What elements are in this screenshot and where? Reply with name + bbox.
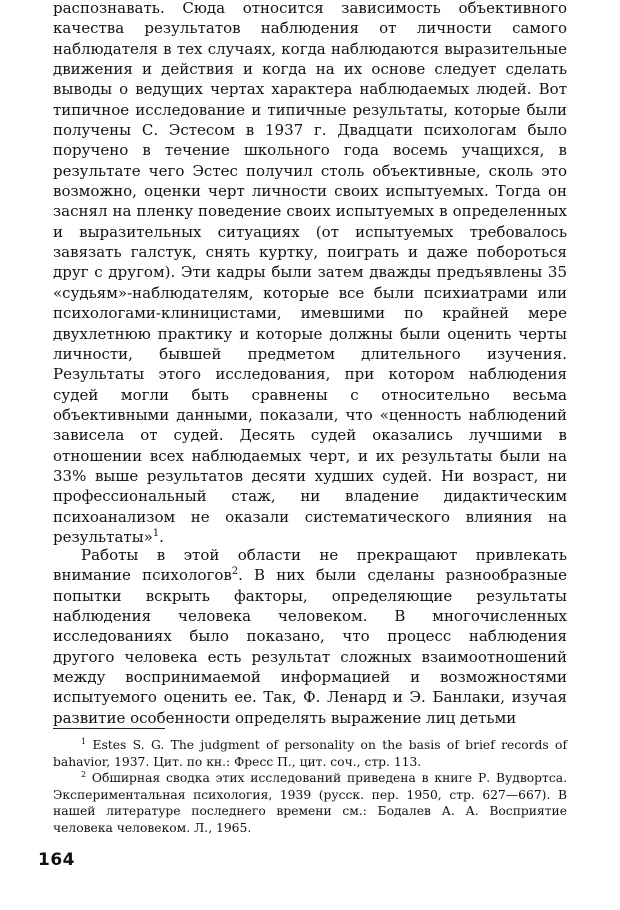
footnote-1 (53, 737, 567, 770)
page-number: 164 (38, 850, 75, 870)
footnote-divider (53, 728, 165, 729)
body-paragraph-1: распознавать. Сюда относится зависимость объективного качества результатов наблюдения от личности самого наблюдателя в тех случаях, когда наблюдаются выразительные движения и действия и когда на их основе следует сделать выводы о ведущих чертах характера наблюдаемых людей. Вот типичное исследование и типичные результаты, которые были получены С. Эстесом в 1937 г. Двадцати психологам было поручено в течение школьного года восемь учащихся, в результате чего Эстес получил столь объективные, сколь это возможно, оценки черт личности своих испытуемых. Тогда он заснял на пленку поведение своих испытуемых в определенных и выразительных ситуациях (от испытуемых требовалось завязать галстук, снять куртку, поиграть и даже побороться друг с другом). Эти кадры были затем дважды предъявлены 35 «судьям»-наблюдателям, которые все были психиатрами или психологами-клиницистами, имевшими по крайней мере двухлетнюю практику и которые должны были оценить черты личности, бывшей предметом длительного изучения. Результаты этого исследования, при котором наблюдения судей могли быть сравнены с относительно весьма объективными данными, показали, что «ценность наблюдений зависела от судей. Десять судей оказались лучшими в отношении всех наблюдаемых черт, и их результаты были на 33% выше результатов десяти худших судей. Ни возраст, ни профессиональный стаж, ни владение дидактическим психоанализом не оказали систематического влияния на результаты»$^1$. (53, 0, 567, 546)
footnote-2 (53, 770, 567, 836)
footnote-1-text: Estes S. G. The judgment of personality on the basis of brief records of bahavior, 1937. Цит. по кн.: Фресс П., цит. соч., стр. 113. (53, 738, 567, 769)
footnote-2-marker: 2 (81, 770, 87, 780)
body-paragraph-2 (53, 545, 567, 728)
footnote-ref-2: 2 (231, 566, 239, 578)
paragraph-2-text-end: . В них были сделаны разнообразные попытки вскрыть факторы, определяющие результаты наблюдения человека человеком. В многочисленных исследованиях было показано, что процесс наблюдения другого человека есть результат сложных взаимоотношений между воспринимаемой информацией и возможностями испытуемого оценить ее. Так, Ф. Ленард и Э. Банлаки, изучая развитие особенности определять выражение лиц детьми (53, 566, 567, 727)
footnote-2-text: Обширная сводка этих исследований приведена в книге Р. Вудвортса. Экспериментальная психология, 1939 (русск. пер. 1950, стр. 627—667). В нашей литературе последнего времени см.: Бодалев А. А. Восприятие человека человеком. Л., 1965. (53, 771, 567, 835)
footnote-ref-1: 1 (152, 527, 160, 539)
paragraph-1-text: распознавать. Сюда относится зависимость объективного качества результатов наблюдения от личности самого наблюдателя в тех случаях, когда наблюдаются выразительные движения и действия и когда на их основе следует сделать выводы о ведущих чертах характера наблюдаемых людей. Вот типичное исследование и типичные результаты, которые были получены С. Эстесом в 1937 г. Двадцати психологам было поручено в течение школьного года восемь учащихся, в результате чего Эстес получил столь объективные, сколь это возможно, оценки черт личности своих испытуемых. Тогда он заснял на пленку поведение своих испытуемых в определенных и выразительных ситуациях (от испытуемых требовалось завязать галстук, снять куртку, поиграть и даже побороться друг с другом). Эти кадры были затем дважды предъявлены 35 «судьям»-наблюдателям, которые все были психиатрами или психологами-клиницистами, имевшими по крайней мере двухлетнюю практику и которые должны были оценить черты личности, бывшей предметом длительного изучения. Результаты этого исследования, при котором наблюдения судей могли быть сравнены с относительно весьма объективными данными, показали, что «ценность наблюдений зависела от судей. Десять судей оказались лучшими в отношении всех наблюдаемых черт, и их результаты были на 33% выше результатов десяти худших судей. Ни возраст, ни профессиональный стаж, ни владение дидактическим психоанализом не оказали систематического влияния на результаты» (53, 0, 567, 546)
paragraph-2-text-start: Работы в этой области не прекращают привлекать внимание психологов (53, 546, 567, 585)
footnote-1-marker: 1 (81, 736, 87, 746)
footnotes (53, 737, 567, 837)
